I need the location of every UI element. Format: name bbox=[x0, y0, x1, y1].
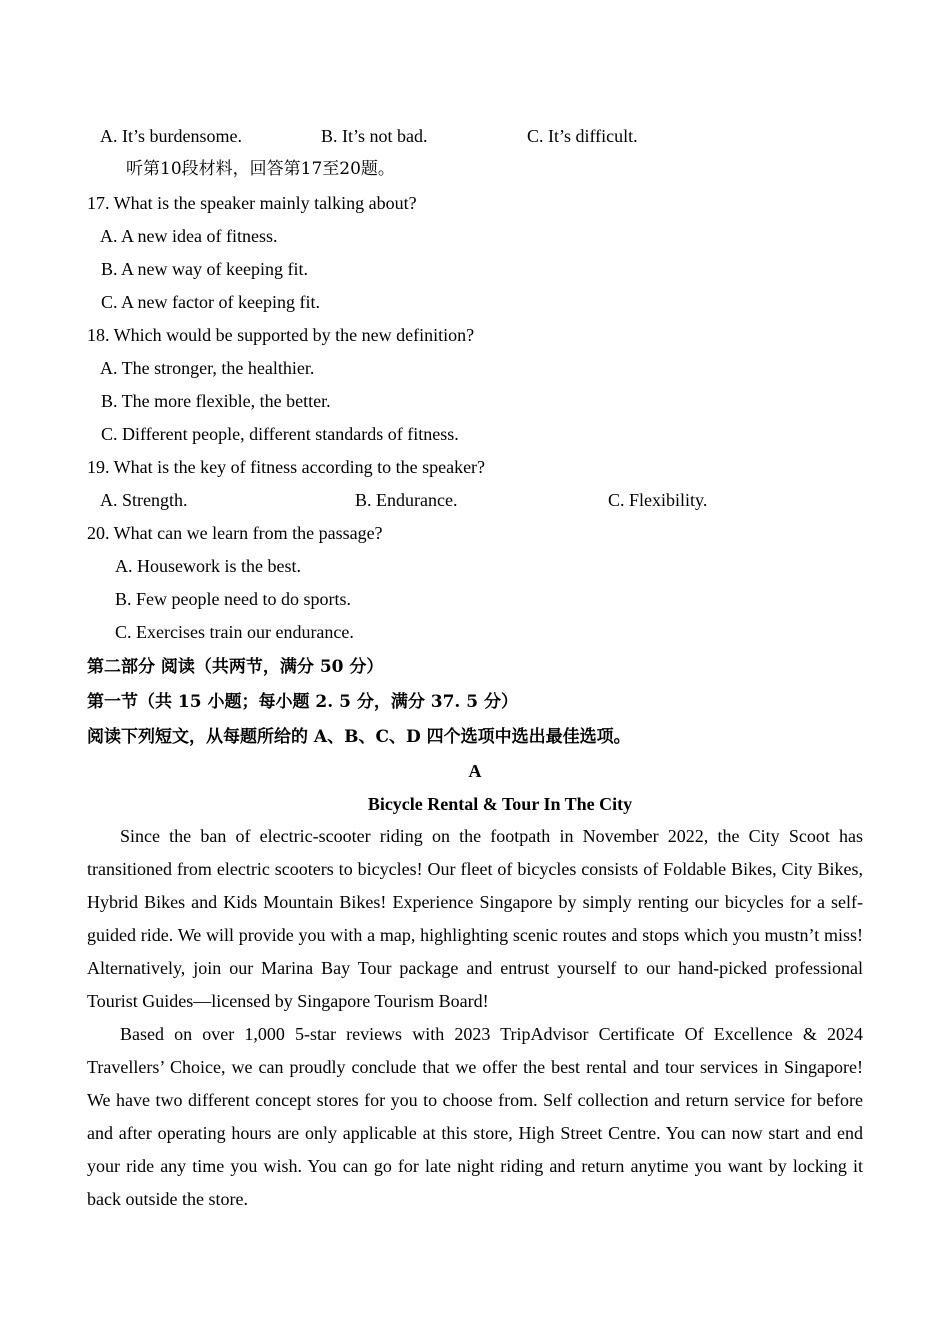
passage-paragraph-2: Based on over 1,000 5-star reviews with 2023 TripAdvisor Certificate Of Excellence & 2024 Travellers’ Choice, we can proudly conclude that we offer the best rental and tour services in Singapore! We have two different concept stores for you to choose from. Self collection and return service for before and after operating hours are only applicable at this store, High Street Centre. You can now start and end your ride any time you wish. You can go for late night riding and return anytime you want by locking it back outside the store. bbox=[87, 1024, 863, 1210]
question-18-option-b: B. The more flexible, the better. bbox=[101, 391, 331, 411]
question-17-stem: 17. What is the speaker mainly talking about? bbox=[87, 193, 417, 213]
question-17-option-a: A. A new idea of fitness. bbox=[100, 226, 278, 246]
question-20-option-c: C. Exercises train our endurance. bbox=[115, 622, 354, 642]
section10-instruction: 听第10段材料，回答第17至20题。 bbox=[126, 159, 395, 179]
q16-option-a: A. It’s burdensome. bbox=[100, 126, 242, 146]
passage-paragraph-1: Since the ban of electric-scooter riding on the footpath in November 2022, the City Scoot has transitioned from electric scooters to bicycles! Our fleet of bicycles consists of Foldable Bikes, City Bikes, Hybrid Bikes and Kids Mountain Bikes! Experience Singapore by simply renting our bicycles for a self-guided ride. We will provide you with a map, highlighting scenic routes and stops which you mustn’t miss! Alternatively, join our Marina Bay Tour package and entrust yourself to our hand-picked professional Tourist Guides—licensed by Singapore Tourism Board! bbox=[87, 826, 863, 1012]
question-18-stem: 18. Which would be supported by the new definition? bbox=[87, 325, 475, 345]
question-17-option-b: B. A new way of keeping fit. bbox=[101, 259, 308, 279]
part2-section1-heading: 第一节（共 15 小题；每小题 2. 5 分，满分 37. 5 分） bbox=[87, 692, 518, 712]
q16-option-b: B. It’s not bad. bbox=[321, 126, 428, 146]
q16-option-c: C. It’s difficult. bbox=[527, 126, 638, 146]
question-20-option-b: B. Few people need to do sports. bbox=[115, 589, 351, 609]
question-19-option-a: A. Strength. bbox=[100, 490, 188, 510]
passage-label: A bbox=[468, 761, 482, 781]
reading-instruction: 阅读下列短文，从每题所给的 A、B、C、D 四个选项中选出最佳选项。 bbox=[87, 727, 631, 747]
passage-title: Bicycle Rental & Tour In The City bbox=[367, 794, 633, 814]
question-20-option-a: A. Housework is the best. bbox=[115, 556, 301, 576]
part2-heading: 第二部分 阅读（共两节，满分 50 分） bbox=[87, 657, 384, 677]
question-17-option-c: C. A new factor of keeping fit. bbox=[101, 292, 320, 312]
question-18-option-a: A. The stronger, the healthier. bbox=[100, 358, 315, 378]
question-20-stem: 20. What can we learn from the passage? bbox=[87, 523, 383, 543]
question-19-option-c: C. Flexibility. bbox=[608, 490, 708, 510]
question-18-option-c: C. Different people, different standards of fitness. bbox=[101, 424, 459, 444]
question-19-stem: 19. What is the key of fitness according to the speaker? bbox=[87, 457, 486, 477]
question-19-option-b: B. Endurance. bbox=[355, 490, 458, 510]
